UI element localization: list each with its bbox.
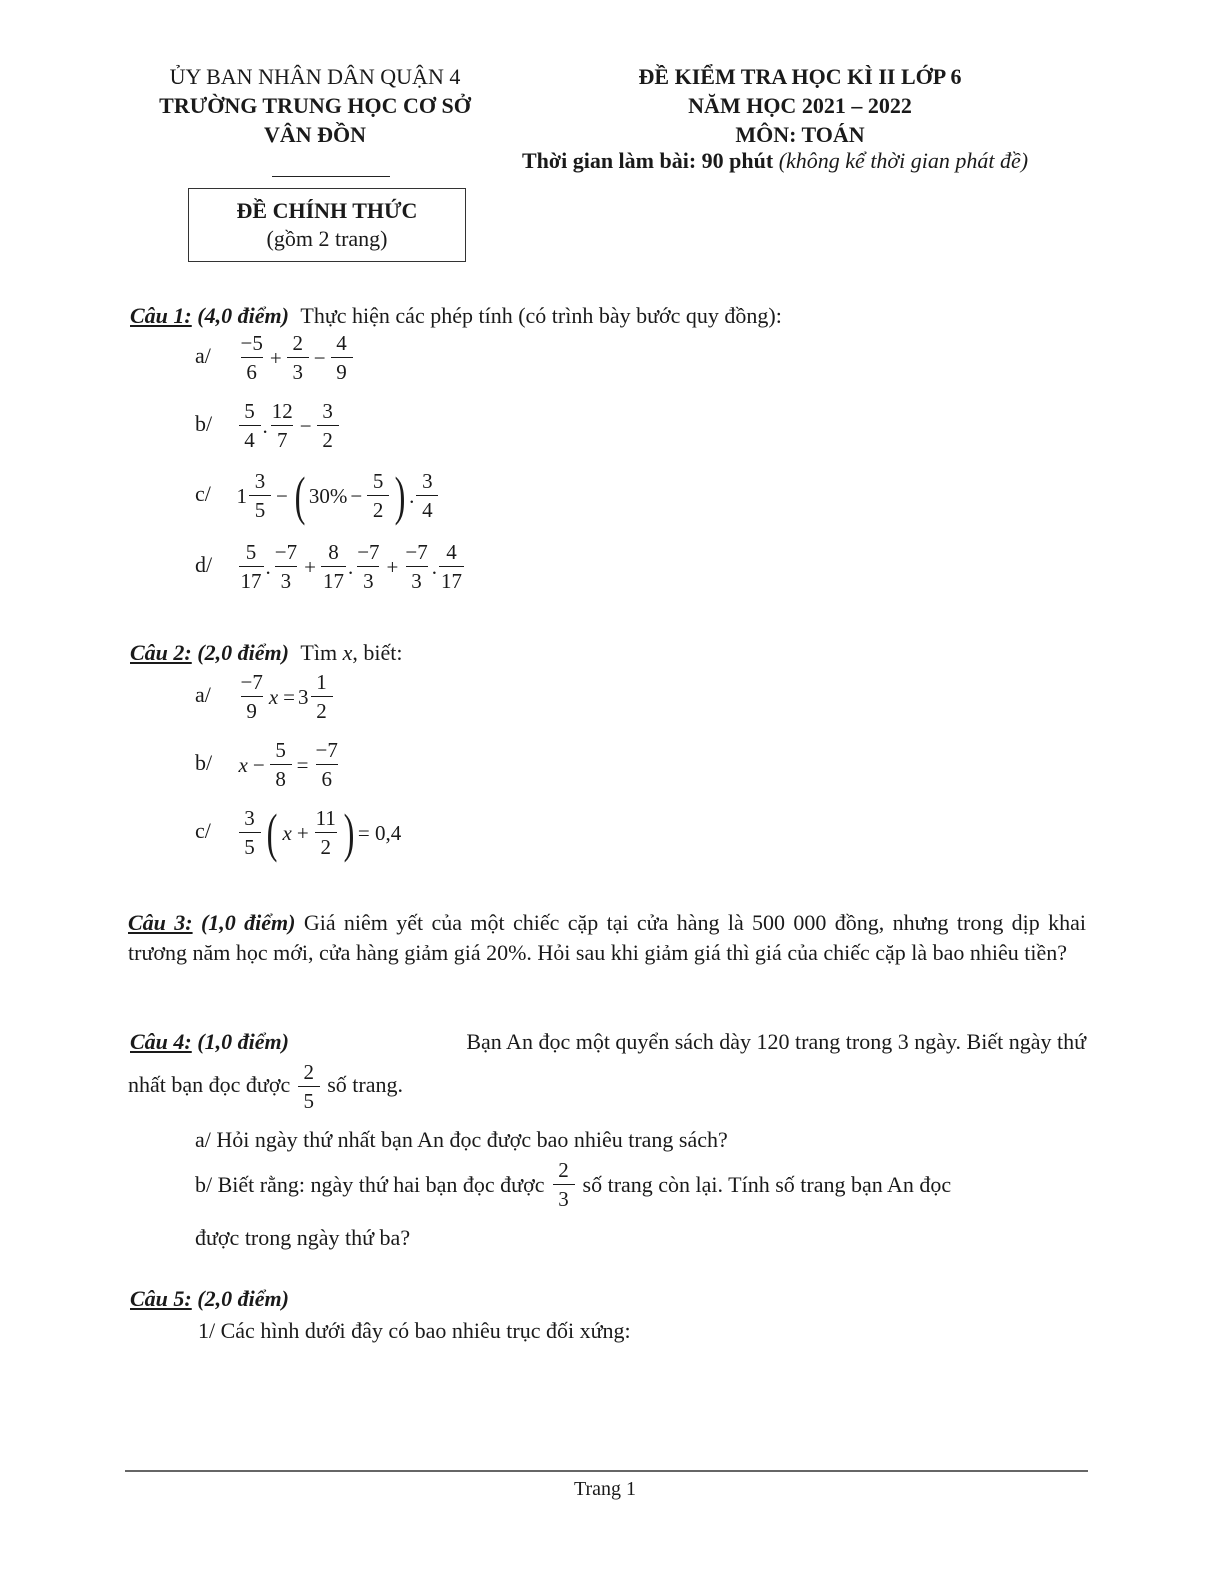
- q4-b: [195, 1160, 1087, 1210]
- official-sub: (gồm 2 trang): [266, 226, 388, 251]
- official-title: ĐỀ CHÍNH THỨC: [236, 198, 418, 223]
- q4-line2b: số trang.: [327, 1072, 403, 1098]
- q2-b: [195, 740, 342, 790]
- q2-var: x: [342, 640, 353, 665]
- page-number: Trang 1: [573, 1478, 637, 1500]
- q1-b-label: b/: [195, 411, 213, 437]
- q1-a-math: $\frac{-5}{6}$ + $\frac{2}{3}$ − $\frac{4}{9}$: [237, 333, 355, 383]
- q4-b3: được trong ngày thứ ba?: [195, 1225, 411, 1250]
- q3-points: (1,0 điểm): [200, 910, 296, 935]
- time-label: Thời gian làm bài: 90 phút: [522, 148, 774, 173]
- q2-heading: [130, 640, 402, 666]
- school-name-2: VÂN ĐỒN: [263, 122, 367, 147]
- q5-points: (2,0 điểm): [197, 1286, 289, 1311]
- org-name: ỦY BAN NHÂN DÂN QUẬN 4: [169, 64, 461, 89]
- subject: MÔN: TOÁN: [735, 122, 865, 147]
- q1-a-label: a/: [195, 343, 211, 369]
- q1-c-math: 1 $\frac{3}{5}$ − ( 30% − $\frac{5}{2}$ ) . $\frac{3}{4}$: [237, 469, 441, 523]
- q1-text: Thực hiện các phép tính (có trình bày bước quy đồng):: [300, 303, 782, 328]
- q2-b-label: b/: [195, 750, 213, 776]
- q4-line2: [128, 1062, 403, 1112]
- q4-b2: số trang còn lại. Tính số trang bạn An đọc: [582, 1172, 952, 1197]
- time-line: [522, 148, 1028, 174]
- q2-a-label: a/: [195, 682, 211, 708]
- header-left-rule: [272, 176, 390, 177]
- q2-label: Câu 2:: [130, 640, 192, 665]
- q2-b-math: x − $\frac{5}{8}$ = $\frac{-7}{6}$: [238, 738, 338, 791]
- q1-b-math: $\frac{5}{4}$ . $\frac{12}{7}$ − $\frac{3}{2}$: [237, 401, 341, 451]
- q5-heading: [130, 1286, 289, 1312]
- exam-title: ĐỀ KIỂM TRA HỌC KÌ II LỚP 6: [638, 64, 962, 89]
- q5-sub1: 1/ Các hình dưới đây có bao nhiêu trục đối xứng:: [198, 1318, 631, 1343]
- q2-c: [195, 803, 402, 863]
- q4-frac2: $\frac{2}{3}$: [553, 1160, 575, 1210]
- q1-d: [195, 542, 466, 592]
- school-name: TRƯỜNG TRUNG HỌC CƠ SỞ: [159, 93, 471, 118]
- q3-paragraph: [128, 908, 1086, 968]
- q2-c-math: $\frac{3}{5}$ ( x + $\frac{11}{2}$ ) = 0,4: [237, 806, 402, 860]
- q2-a-math: $\frac{-7}{9}$ x = 3 $\frac{1}{2}$: [237, 672, 335, 722]
- school-year: NĂM HỌC 2021 – 2022: [688, 93, 912, 118]
- q1-label: Câu 1:: [130, 303, 192, 328]
- q2-text: Tìm: [300, 640, 338, 665]
- q1-c-label: c/: [195, 481, 211, 507]
- q4-frac1: $\frac{2}{5}$: [298, 1062, 320, 1112]
- q2-text2: , biết:: [352, 640, 403, 665]
- time-note: (không kể thời gian phát đề): [778, 148, 1029, 173]
- q1-c: [195, 466, 440, 526]
- official-box: [188, 188, 466, 262]
- q4-text: Bạn An đọc một quyển sách dày 120 trang trong 3 ngày. Biết ngày thứ: [466, 1029, 1086, 1054]
- q3-text: Giá niêm yết của một chiếc cặp tại cửa hàng là 500 000 đồng, nhưng trong dịp khai trương năm học mới, cửa hàng giảm giá 20%. Hỏi sau khi giảm giá thì giá của chiếc cặp là bao nhiêu tiền?: [128, 910, 1087, 965]
- q1-d-label: d/: [195, 552, 213, 578]
- q4-a: a/ Hỏi ngày thứ nhất bạn An đọc được bao nhiêu trang sách?: [195, 1127, 728, 1152]
- q1-d-math: $\frac{5}{17}$ . $\frac{-7}{3}$ + $\frac{8}{17}$ . $\frac{-7}{3}$ + $\frac{-7}{3}$ . $\frac{4}{17}$: [240, 540, 462, 593]
- q1-heading: [130, 303, 782, 329]
- footer-rule: [125, 1470, 1088, 1472]
- q1-b: [195, 401, 341, 451]
- q4-heading: [130, 1029, 1086, 1055]
- q1-points: (4,0 điểm): [197, 303, 289, 328]
- q2-c-label: c/: [195, 818, 211, 844]
- q4-points: (1,0 điểm): [197, 1029, 289, 1054]
- q2-a: [195, 672, 335, 722]
- q3-label: Câu 3:: [128, 910, 193, 935]
- q4-label: Câu 4:: [130, 1029, 192, 1054]
- q5-label: Câu 5:: [130, 1286, 192, 1311]
- q4-b1: b/ Biết rằng: ngày thứ hai bạn đọc được: [195, 1172, 545, 1197]
- header-right: [560, 62, 1040, 149]
- q4-line2a: nhất bạn đọc được: [128, 1072, 291, 1098]
- q2-points: (2,0 điểm): [197, 640, 289, 665]
- header-left: [105, 62, 525, 149]
- q1-a: [195, 333, 355, 383]
